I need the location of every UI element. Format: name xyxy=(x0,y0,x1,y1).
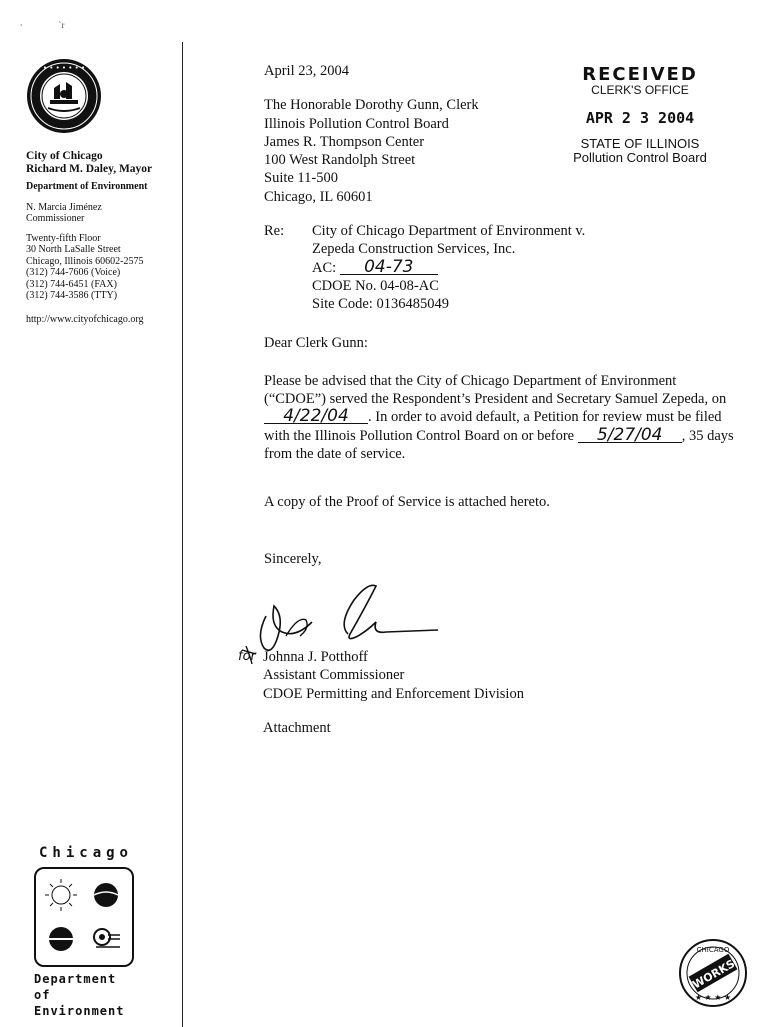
sidebar-divider xyxy=(182,42,183,1027)
site-code: Site Code: 0136485049 xyxy=(312,296,449,313)
body-text-2: . In order to avoid default, a Petition for review must be filed with the Illinois Pollution Control Board on or before xyxy=(264,409,722,444)
stamp-date: APR 2 3 2004 xyxy=(585,109,695,127)
water-icon xyxy=(94,929,120,947)
phone-fax: (312) 744-6451 (FAX) xyxy=(26,278,117,290)
svg-text:• • • • • • •: • • • • • • • xyxy=(42,64,86,72)
logo-footer-line2: Environment xyxy=(34,1004,125,1018)
letter-date: April 23, 2004 xyxy=(264,63,349,79)
address-block xyxy=(26,233,176,302)
logo-icon-grid xyxy=(34,867,134,967)
recipient-line: Illinois Pollution Control Board xyxy=(264,115,449,132)
city-seal-logo xyxy=(26,58,102,134)
phone-voice: (312) 744-7606 (Voice) xyxy=(26,267,121,278)
recipient-line: James R. Thompson Center xyxy=(264,133,425,150)
served-date-handwritten: 4/22/04 xyxy=(264,409,368,424)
re-label: Re: xyxy=(264,223,285,240)
logo-word: Chicago xyxy=(38,845,133,861)
ac-number-handwritten: 04-73 xyxy=(340,260,438,275)
svg-text:★ ★ ★ ★: ★ ★ ★ ★ xyxy=(694,993,732,1002)
body-text-1: Please be advised that the City of Chicago Department of Environment (“CDOE”) served the Respondent’s President and Secretary Samuel Zepeda, on xyxy=(264,372,727,408)
recipient-line: Suite 11-500 xyxy=(264,170,338,187)
signer-title: Assistant Commissioner xyxy=(263,667,405,684)
re-case-line2: Zepeda Construction Services, Inc. xyxy=(312,241,516,258)
commissioner-title: Commissioner xyxy=(26,213,85,224)
department-name: Department of Environment xyxy=(26,181,148,192)
salutation: Dear Clerk Gunn: xyxy=(264,334,368,351)
sidebar-letterhead xyxy=(26,150,176,326)
department-logo xyxy=(34,845,138,1019)
logo-footer-line1: Department of xyxy=(34,972,117,1002)
globe-icon xyxy=(94,883,118,907)
chicago-works-logo xyxy=(678,938,748,1008)
stamp-office: CLERK'S OFFICE xyxy=(591,83,689,97)
scan-marks: ⸱ `r xyxy=(20,20,65,30)
cdoe-number: CDOE No. 04-08-AC xyxy=(312,277,439,294)
attachment-note: Attachment xyxy=(263,720,331,736)
deadline-date-handwritten: 5/27/04 xyxy=(578,428,682,443)
address-line: 30 North LaSalle Street xyxy=(26,244,121,255)
recipient-line: 100 West Randolph Street xyxy=(264,152,416,169)
stamp-board: Pollution Control Board xyxy=(573,150,707,165)
signer-division: CDOE Permitting and Enforcement Division xyxy=(263,685,524,702)
re-case-line1: City of Chicago Department of Environment v. xyxy=(312,223,586,240)
commissioner-block xyxy=(26,202,176,225)
website-link[interactable]: http://www.cityofchicago.org xyxy=(26,313,144,325)
svg-text:CHICAGO: CHICAGO xyxy=(696,946,730,954)
mayor-name: Richard M. Daley, Mayor xyxy=(26,162,153,175)
stamp-state: STATE OF ILLINOIS xyxy=(580,136,700,151)
sun-icon xyxy=(45,879,77,911)
address-line: Twenty-fifth Floor xyxy=(26,232,101,244)
address-line: Chicago, Illinois 60602-2575 xyxy=(26,255,144,267)
re-block xyxy=(264,222,734,313)
copy-note: A copy of the Proof of Service is attached hereto. xyxy=(264,494,550,511)
signer-name: Johnna J. Potthoff xyxy=(263,649,368,665)
closing: Sincerely, xyxy=(264,550,322,567)
stamp-received: RECEIVED xyxy=(582,64,698,85)
re-body xyxy=(312,222,734,313)
recipient-line: Chicago, IL 60601 xyxy=(264,188,373,205)
recipient-line: The Honorable Dorothy Gunn, Clerk xyxy=(264,97,479,114)
svg-text:WORKS: WORKS xyxy=(690,957,738,992)
ac-label: AC: xyxy=(312,259,337,276)
letter-body xyxy=(264,62,734,568)
logo-footer xyxy=(34,971,138,1019)
phone-tty: (312) 744-3586 (TTY) xyxy=(26,290,118,301)
ac-line xyxy=(312,256,734,277)
org-name: City of Chicago xyxy=(26,150,103,162)
signature-block xyxy=(263,648,524,703)
earth-icon xyxy=(49,927,73,951)
body-text-3: , 35 days from the date of service. xyxy=(264,427,734,463)
recipient-address xyxy=(264,96,734,206)
for-mark: for xyxy=(238,649,256,664)
body-paragraph xyxy=(264,372,734,463)
commissioner-name: N. Marcia Jiménez xyxy=(26,201,102,213)
